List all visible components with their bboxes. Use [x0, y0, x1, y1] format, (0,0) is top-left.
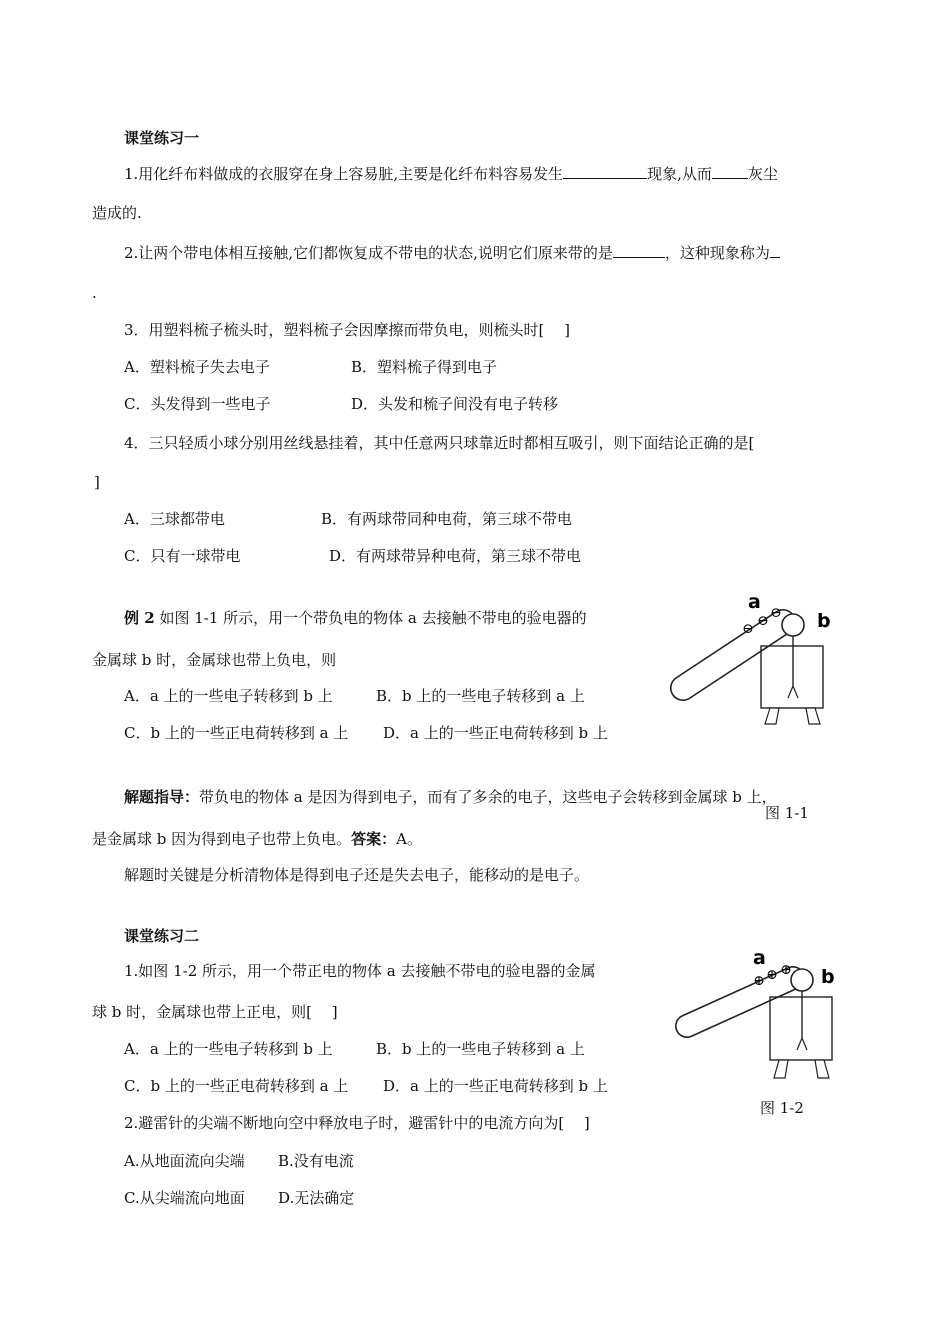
- guide-line-1: [124, 787, 777, 807]
- answer-label: 答案：: [351, 830, 397, 848]
- charged-rod-a: [671, 610, 795, 700]
- example2-option-b[interactable]: B．b 上的一些电子转移到 a 上: [376, 687, 585, 705]
- q1-blank-1[interactable]: [563, 163, 647, 179]
- q1-text-d: 造成的.: [92, 204, 142, 222]
- q1-blank-2[interactable]: [712, 163, 748, 179]
- ex1-question-3: 3．用塑料梳子梳头时，塑料梳子会因摩擦而带负电，则梳头时[ ]: [124, 321, 571, 339]
- q4-option-a[interactable]: A．三球都带电: [124, 510, 225, 528]
- guide-note: 解题时关键是分析清物体是得到电子还是失去电子，能移动的是电子。: [124, 866, 590, 884]
- electroscope-right-leg: [815, 1060, 829, 1078]
- ex2-q1-option-d[interactable]: D．a 上的一些正电荷转移到 b 上: [383, 1077, 608, 1095]
- electroscope-left-leg: [765, 708, 779, 724]
- electroscope-figure-1-1: [660, 588, 840, 738]
- example2-stem: [124, 608, 587, 628]
- guide-text-1: 带负电的物体 a 是因为得到电子，而有了多余的电子，这些电子会转移到金属球 b 上，: [199, 788, 777, 806]
- example2-stem-2: 金属球 b 时，金属球也带上负电，则: [92, 651, 337, 669]
- answer-value: A。: [396, 830, 422, 848]
- q2-text-a: 2.让两个带电体相互接触,它们都恢复成不带电的状态,说明它们原来带的是: [124, 244, 613, 262]
- ex2-q1-stem-1: 1.如图 1-2 所示，用一个带正电的物体 a 去接触不带电的验电器的金属: [124, 962, 596, 980]
- charge-marker: ⊖: [757, 613, 769, 629]
- q1-text-b: 现象,从而: [647, 165, 712, 183]
- q3-option-a[interactable]: A．塑料梳子失去电子: [124, 358, 270, 376]
- charge-marker: ⊕: [780, 962, 792, 978]
- ex2-q2-option-d[interactable]: D.无法确定: [278, 1189, 355, 1207]
- q4-option-d[interactable]: D．有两球带异种电荷，第三球不带电: [329, 547, 582, 565]
- charge-marker: ⊕: [766, 967, 778, 983]
- q1-text-c: 灰尘: [747, 165, 778, 183]
- example2-label: 例 2: [124, 609, 155, 627]
- charge-marker: ⊖: [770, 605, 782, 621]
- ball-label-b: b: [817, 610, 831, 632]
- metal-ball-b: [782, 614, 804, 636]
- q2-blank-2[interactable]: [770, 242, 780, 258]
- metal-ball-b: [791, 969, 813, 991]
- q4-bracket: ]: [94, 473, 100, 491]
- electroscope-case: [761, 646, 823, 708]
- ball-label-b: b: [821, 966, 835, 988]
- charge-marker: ⊖: [742, 621, 754, 637]
- q4-option-c[interactable]: C．只有一球带电: [124, 547, 241, 565]
- exercise1-heading: 课堂练习一: [124, 129, 200, 147]
- ex2-question-2: 2.避雷针的尖端不断地向空中释放电子时，避雷针中的电流方向为[ ]: [124, 1114, 590, 1132]
- q2-text-b: ，这种现象称为: [664, 244, 770, 262]
- example2-option-a[interactable]: A．a 上的一些电子转移到 b 上: [124, 687, 333, 705]
- example2-stem-1: 如图 1-1 所示，用一个带负电的物体 a 去接触不带电的验电器的: [154, 609, 587, 627]
- guide-line-2: [92, 829, 422, 849]
- electroscope-figure-1-2: [668, 942, 848, 1087]
- ex2-q2-option-c[interactable]: C.从尖端流向地面: [124, 1189, 245, 1207]
- q3-option-c[interactable]: C．头发得到一些电子: [124, 395, 271, 413]
- ex2-q2-option-b[interactable]: B.没有电流: [278, 1152, 354, 1170]
- example2-option-d[interactable]: D．a 上的一些正电荷转移到 b 上: [383, 724, 608, 742]
- electroscope-case: [770, 997, 832, 1060]
- figure-1-2-caption: 图 1-2: [760, 1099, 804, 1117]
- ex1-question-4: 4．三只轻质小球分别用丝线悬挂着，其中任意两只球靠近时都相互吸引，则下面结论正确的是[: [124, 434, 755, 452]
- q4-option-b[interactable]: B．有两球带同种电荷，第三球不带电: [321, 510, 573, 528]
- guide-label: 解题指导：: [124, 788, 200, 806]
- charge-marker: ⊕: [753, 973, 765, 989]
- rod-label-a: a: [753, 947, 766, 969]
- ex2-q2-option-a[interactable]: A.从地面流向尖端: [124, 1152, 245, 1170]
- electroscope-right-leg: [806, 708, 820, 724]
- ex2-q1-option-c[interactable]: C．b 上的一些正电荷转移到 a 上: [124, 1077, 349, 1095]
- ex2-q1-stem-2: 球 b 时，金属球也带上正电，则[ ]: [92, 1003, 338, 1021]
- q2-blank-1[interactable]: [613, 242, 665, 258]
- ex2-q1-option-b[interactable]: B．b 上的一些电子转移到 a 上: [376, 1040, 585, 1058]
- rod-label-a: a: [748, 591, 761, 613]
- q1-text-a: 1.用化纤布料做成的衣服穿在身上容易脏,主要是化纤布料容易发生: [124, 165, 564, 183]
- q3-option-d[interactable]: D．头发和梳子间没有电子转移: [351, 395, 559, 413]
- q2-text-c: .: [92, 284, 97, 302]
- example2-option-c[interactable]: C．b 上的一些正电荷转移到 a 上: [124, 724, 349, 742]
- guide-text-2: 是金属球 b 因为得到电子也带上负电。: [92, 830, 352, 848]
- ex1-question-1: [124, 163, 778, 184]
- foil-leaves: [797, 1038, 807, 1050]
- ex1-question-2: [124, 242, 780, 263]
- q3-option-b[interactable]: B．塑料梳子得到电子: [351, 358, 498, 376]
- ex2-q1-option-a[interactable]: A．a 上的一些电子转移到 b 上: [124, 1040, 333, 1058]
- foil-leaves: [788, 686, 798, 698]
- electroscope-left-leg: [774, 1060, 788, 1078]
- figure-1-1-caption: 图 1-1: [765, 804, 809, 822]
- exercise2-heading: 课堂练习二: [124, 927, 200, 945]
